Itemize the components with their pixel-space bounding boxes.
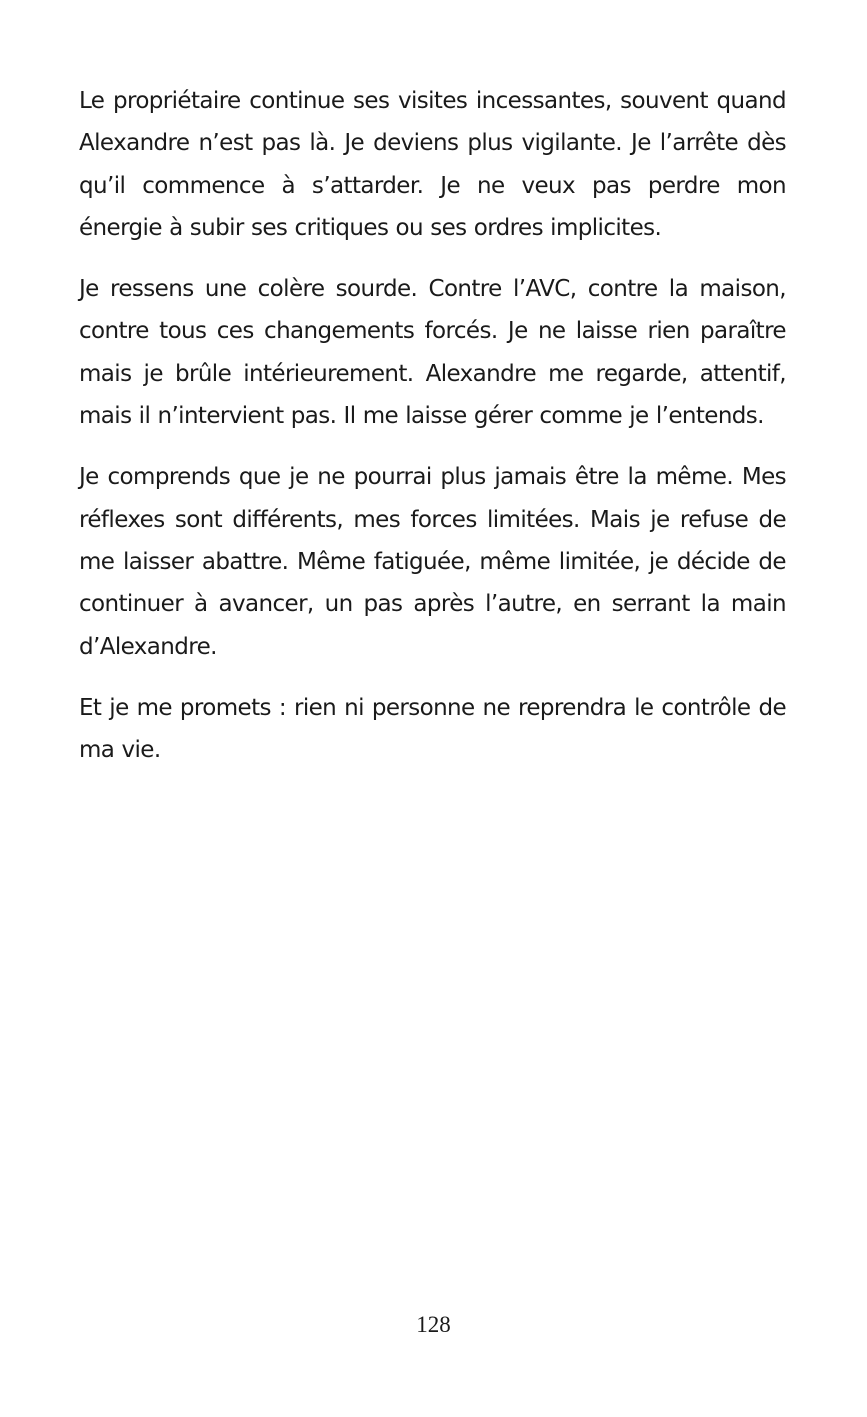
paragraph-4: Et je me promets : rien ni personne ne reprendra le contrôle de ma vie. — [79, 694, 786, 764]
body-text — [79, 80, 786, 790]
paragraph-2: Je ressens une colère sourde. Contre l’AVC, contre la maison, contre tous ces changements forcés. Je ne laisse rien paraître mais je brûle intérieurement. Alexandre me regarde, attentif, mais il n’intervient pas. Il me laisse gérer comme je l’entends. — [79, 276, 786, 430]
page-number: 128 — [416, 1312, 451, 1337]
paragraph-1: Le propriétaire continue ses visites incessantes, souvent quand Alexandre n’est pas là. Je deviens plus vigilante. Je l’arrête dès qu’il commence à s’attarder. Je ne veux pas perdre mon énergie à subir ses critiques ou ses ordres implicites. — [79, 88, 786, 241]
paragraph-3: Je comprends que je ne pourrai plus jamais être la même. Mes réflexes sont différents, mes forces limitées. Mais je refuse de me laisser abattre. Même fatiguée, même limitée, je décide de continuer à avancer, un pas après l’autre, en serrant la main d’Alexandre. — [79, 464, 786, 660]
